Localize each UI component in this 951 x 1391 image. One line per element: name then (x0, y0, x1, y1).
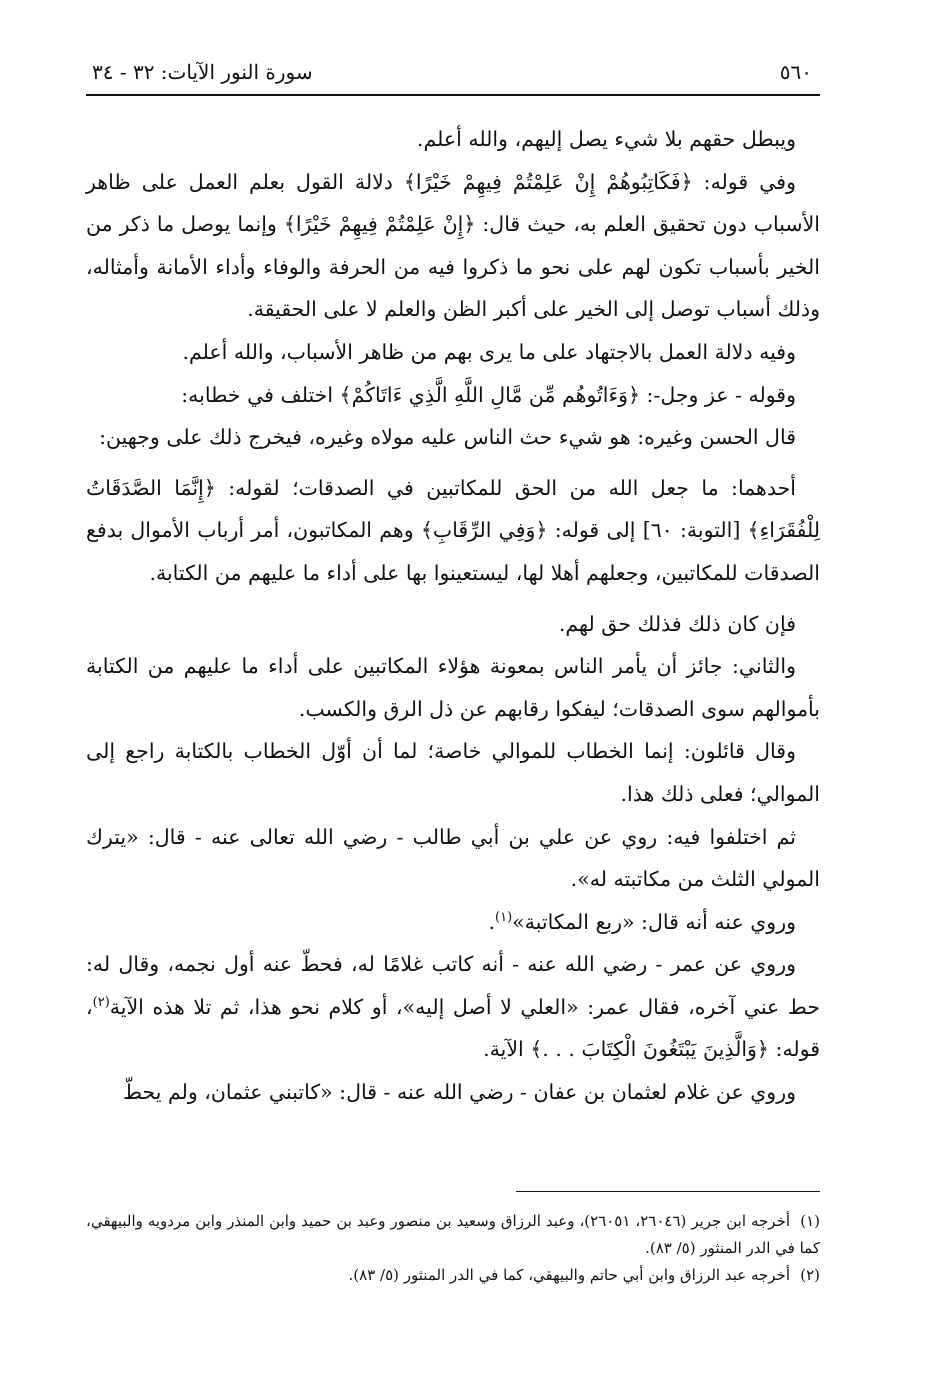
paragraph: قال الحسن وغيره: هو شيء حث الناس عليه مولاه وغيره، فيخرج ذلك على وجهين: (99, 425, 796, 450)
body-text (86, 118, 820, 1114)
footnote-text: أخرجه ابن جرير (٢٦٠٤٦، ٢٦٠٥١)، وعبد الرزاق وسعيد بن منصور وعبد بن حميد وابن المنذر وابن مردويه والبيهقي، كما في الدر المنثور (٥/ ٨٣). (86, 1212, 820, 1257)
footnote (86, 1208, 820, 1262)
page-number: ٥٦٠ (779, 60, 812, 84)
paragraph-text: ، قوله: ﴿وَالَّذِينَ يَبْتَغُونَ الْكِتَابَ . . .﴾ الآية. (86, 994, 820, 1062)
footnote-number: (٢) (800, 1266, 820, 1284)
paragraph: أحدهما: ما جعل الله من الحق للمكاتبين في الصدقات؛ لقوله: ﴿إِنَّمَا الصَّدَقَاتُ لِلْفُقَرَاءِ﴾ [التوبة: ٦٠] إلى قوله: ﴿وَفِي الرِّقَابِ﴾ وهم المكاتبون، أمر أرباب الأموال بدفع الصدقات للمكاتبين، وجعلهم أهلا لها، ليستعينوا بها على أداء ما عليهم من الكتابة. (86, 475, 820, 585)
footnote-mark[interactable]: (١) (495, 909, 513, 925)
page-header (86, 58, 820, 96)
paragraph-text: وروي عن عمر - رضي الله عنه - أنه كاتب غلامًا له، فحطّ عنه أول نجمه، وقال له: حط عني آخره، فقال عمر: «العلي لا أصل إليه»، أو كلام نحو هذا، ثم تلا هذه الآية (86, 952, 820, 1019)
paragraph: وفيه دلالة العمل بالاجتهاد على ما يرى بهم من ظاهر الأسباب، والله أعلم. (182, 339, 796, 364)
footnote-number: (١) (800, 1212, 821, 1230)
paragraph: والثاني: جائز أن يأمر الناس بمعونة هؤلاء المكاتبين على أداء ما عليهم من الكتابة بأموالهم سوى الصدقات؛ ليفكوا رقابهم عن ذل الرق والكسب. (86, 654, 820, 721)
paragraph: وقوله - عز وجل-: ﴿وَءَاتُوهُم مِّن مَّالِ اللَّهِ الَّذِي ءَاتَاكُمْ﴾ اختلف في خطابه: (181, 382, 796, 407)
paragraph (86, 943, 820, 1071)
running-title: سورة النور الآيات: ٣٢ - ٣٤ (92, 60, 313, 84)
paragraph: ثم اختلفوا فيه: روي عن علي بن أبي طالب - رضي الله تعالى عنه - قال: «يترك المولي الثلث من مكاتبته له». (86, 824, 820, 892)
footnote (86, 1262, 820, 1289)
footnotes (86, 1208, 820, 1289)
footnote-mark[interactable]: (٢) (92, 995, 110, 1011)
footnote-separator (516, 1191, 820, 1192)
paragraph: ويبطل حقهم بلا شيء يصل إليهم، والله أعلم. (416, 127, 796, 151)
paragraph: وروي عنه أنه قال: «ربع المكاتبة»$^{(١)}$. (488, 909, 796, 934)
paragraph: فإن كان ذلك فذلك حق لهم. (558, 611, 796, 636)
footnote-text: أخرجه عبد الرزاق وابن أبي حاتم والبيهقي، كما في الدر المنثور (٥/ ٨٣). (348, 1266, 790, 1284)
paragraph: وروي عن غلام لعثمان بن عفان - رضي الله عنه - قال: «كاتبني عثمان، ولم يحطّ (123, 1080, 796, 1105)
paragraph: وفي قوله: ﴿فَكَاتِبُوهُمْ إِنْ عَلِمْتُمْ فِيهِمْ خَيْرًا﴾ دلالة القول بعلم العمل على ظاهر الأسباب دون تحقيق العلم به، حيث قال: ﴿إِنْ عَلِمْتُمْ فِيهِمْ خَيْرًا﴾ وإنما يوصل ما ذكر من الخير بأسباب تكون لهم على نحو ما ذكروا فيه من الحرفة والوفاء وأداء الأمانة وأمثاله، وذلك أسباب توصل إلى الخير على أكبر الظن والعلم لا على الحقيقة. (86, 169, 820, 322)
paragraph-text: وروي عنه أنه قال: «ربع المكاتبة» (512, 909, 796, 934)
paragraph: وقال قائلون: إنما الخطاب للموالي خاصة؛ لما أن أوّل الخطاب بالكتابة راجع إلى الموالي؛ فعلى ذلك هذا. (86, 739, 820, 806)
